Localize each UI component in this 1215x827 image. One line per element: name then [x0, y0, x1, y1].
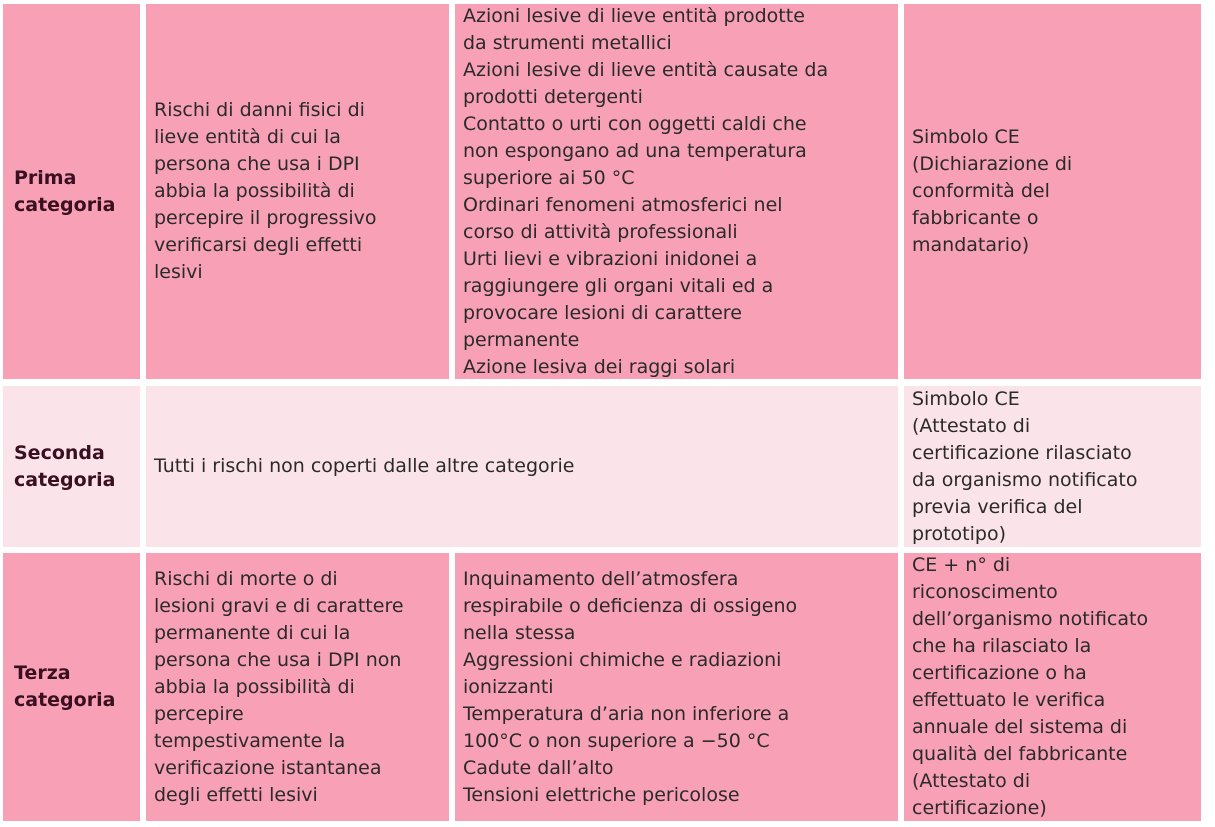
example-text-line: Azioni lesive di lieve entità causate da: [463, 58, 829, 81]
example-text-line: Azioni lesive di lieve entità prodotte: [463, 4, 805, 27]
marking-cell-seconda: [904, 386, 1201, 547]
examples-cell-prima: [455, 4, 898, 379]
category-label-line: categoria: [14, 468, 116, 491]
marking-text-line: (Dichiarazione di: [912, 153, 1073, 175]
marking-text-line: che ha rilasciato la: [912, 635, 1092, 657]
category-label-line: categoria: [14, 689, 116, 711]
risk-text-line: abbia la possibilità di: [154, 675, 355, 698]
marking-text-line: riconoscimento: [912, 581, 1058, 603]
marking-text-line: annuale del sistema di: [912, 716, 1128, 738]
risk-text-line: abbia la possibilità di: [154, 180, 355, 202]
risk-cell-seconda: [146, 386, 898, 547]
risk-text-line: lesivi: [154, 261, 203, 283]
risk-text-line: percepire: [154, 702, 244, 725]
example-text-line: Inquinamento dell’atmosfera: [463, 567, 739, 590]
risk-text-line: degli effetti lesivi: [154, 783, 318, 806]
risk-text-line: persona che usa i DPI non: [154, 648, 402, 671]
category-label-line: Seconda: [14, 441, 105, 464]
category-cell-terza: [3, 553, 140, 821]
example-text-line: da strumenti metallici: [463, 31, 672, 54]
risk-text-line: Rischi di danni fisici di: [154, 99, 365, 121]
example-text-line: Cadute dall’alto: [463, 756, 614, 779]
risk-text-line: lieve entità di cui la: [154, 126, 341, 148]
example-text-line: ionizzanti: [463, 675, 554, 698]
example-text-line: non espongano ad una temperatura: [463, 139, 807, 162]
marking-text-line: qualità del fabbricante: [912, 743, 1128, 765]
risk-text-line: persona che usa i DPI: [154, 153, 360, 175]
marking-text-line: conformità del: [912, 180, 1050, 202]
example-text-line: 100°C o non superiore a −50 °C: [463, 729, 770, 752]
marking-text-line: effettuato le verifica: [912, 689, 1106, 711]
example-text-line: Azione lesiva dei raggi solari: [463, 355, 736, 378]
marking-text-line: Simbolo CE: [912, 126, 1020, 148]
category-cell-prima: [3, 4, 140, 379]
marking-text-line: (Attestato di: [912, 770, 1031, 792]
examples-cell-terza: [455, 553, 898, 821]
risk-text-line: verificazione istantanea: [154, 756, 382, 779]
example-text-line: raggiungere gli organi vitali ed a: [463, 274, 774, 297]
category-label-line: categoria: [14, 193, 116, 216]
marking-text-line: previa verifica del: [912, 495, 1083, 518]
risk-text-line: lesioni gravi e di carattere: [154, 594, 404, 617]
marking-text-line: certificazione): [912, 797, 1047, 819]
risk-text-line: tempestivamente la: [154, 729, 346, 752]
category-label-line: Terza: [14, 662, 71, 684]
risk-text-line: permanente di cui la: [154, 621, 351, 644]
example-text-line: prodotti detergenti: [463, 85, 643, 108]
example-text-line: Tensioni elettriche pericolose: [463, 783, 740, 806]
risk-cell-prima: [146, 4, 449, 379]
risk-text-line: Rischi di morte o di: [154, 567, 338, 590]
marking-text-line: Simbolo CE: [912, 387, 1020, 410]
example-text-line: corso di attività professionali: [463, 220, 738, 243]
marking-text-line: prototipo): [912, 522, 1006, 545]
example-text-line: superiore ai 50 °C: [463, 166, 635, 189]
example-text-line: Temperatura d’aria non inferiore a: [463, 702, 790, 725]
marking-text-line: (Attestato di: [912, 414, 1031, 437]
marking-text-line: mandatario): [912, 234, 1030, 256]
marking-text-line: CE + n° di: [912, 554, 1011, 576]
category-label-line: Prima: [14, 166, 77, 189]
example-text-line: nella stessa: [463, 621, 576, 644]
example-text-line: respirabile o deficienza di ossigeno: [463, 594, 798, 617]
risk-text-line: Tutti i rischi non coperti dalle altre categorie: [154, 455, 575, 477]
category-cell-seconda: [3, 386, 140, 547]
example-text-line: Ordinari fenomeni atmosferici nel: [463, 193, 783, 216]
example-text-line: Contatto o urti con oggetti caldi che: [463, 112, 807, 135]
marking-cell-terza: [904, 553, 1201, 821]
example-text-line: provocare lesioni di carattere: [463, 301, 742, 324]
marking-cell-prima: [904, 4, 1201, 379]
example-text-line: permanente: [463, 328, 580, 351]
risk-cell-terza: [146, 553, 449, 821]
example-text-line: Aggressioni chimiche e radiazioni: [463, 648, 782, 671]
marking-text-line: fabbricante o: [912, 207, 1039, 229]
marking-text-line: dell’organismo notificato: [912, 608, 1149, 630]
marking-text-line: certificazione o ha: [912, 662, 1087, 684]
marking-text-line: da organismo notificato: [912, 468, 1138, 491]
risk-text-line: verificarsi degli effetti: [154, 234, 363, 256]
marking-text-line: certificazione rilasciato: [912, 441, 1132, 464]
example-text-line: Urti lievi e vibrazioni inidonei a: [463, 247, 758, 270]
risk-text-line: percepire il progressivo: [154, 207, 377, 229]
